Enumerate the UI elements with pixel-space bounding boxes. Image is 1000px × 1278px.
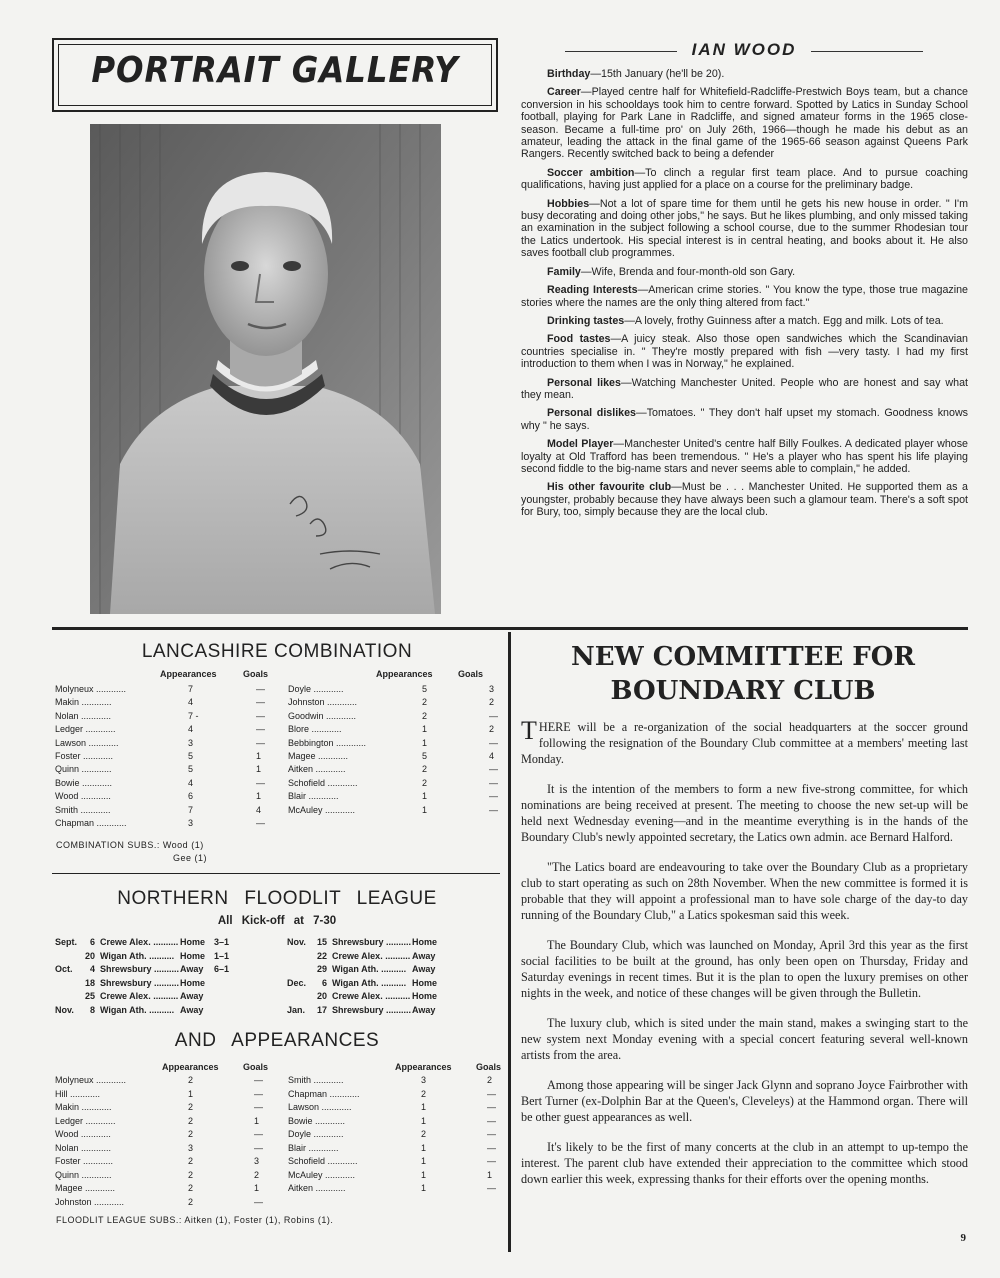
player-name: Lawson ............ [288, 1102, 352, 1112]
fixture-month: Jan. [287, 1004, 306, 1015]
app-right-app-header: Appearances [395, 1062, 452, 1072]
profile-paragraph: Personal dislikes—Tomatoes. " They don't half upset my stomach. Goodness knows why " he says. [521, 407, 969, 432]
player-appearances: 1 [421, 1102, 427, 1112]
player-appearances: 6 [188, 791, 194, 802]
article-paragraph: The luxury club, which is sited under the main stand, makes a swinging start to the new system next Monday evening with a special concert featuring several well-known artists from the area. [521, 1016, 968, 1062]
player-name: Schofield ............ [288, 1156, 358, 1166]
vertical-divider [508, 632, 511, 1252]
fixture-month: Nov. [287, 937, 306, 947]
player-name: Doyle ............ [288, 684, 344, 694]
fixture-day: 25 [84, 991, 95, 1001]
fixture-venue: Away [412, 1004, 436, 1015]
player-name: Johnston ............ [288, 697, 358, 708]
player-goals: — [487, 1102, 496, 1112]
fixture-month: Nov. [55, 1004, 74, 1015]
article-paragraph: "The Latics board are endeavouring to take over the Boundary Club as a proprietary club to start operating as such on 28th November. When the new committee is formed it is probable that they will appoint a professional man to have sole charge of the day-to day running of the Boundary Club," a Latics spokesman said this week. [521, 860, 968, 922]
player-goals: 2 [254, 1169, 260, 1180]
player-appearances: 3 [188, 818, 194, 828]
player-goals: 1 [487, 1169, 493, 1180]
lancs-subs: COMBINATION SUBS.: Wood (1) [56, 840, 204, 850]
fixture-team: Crewe Alex. .......... [332, 950, 411, 961]
profile-paragraph: Reading Interests—American crime stories. " You know the type, those true magazine stories where the names are the only thing altered from fact." [521, 284, 968, 309]
player-goals: — [254, 1102, 263, 1112]
player-appearances: 5 [188, 751, 194, 761]
player-goals: 4 [256, 804, 262, 815]
player-name: Smith ............ [288, 1075, 344, 1085]
profile-text [521, 68, 968, 525]
fixture-team: Shrewsbury .......... [100, 964, 180, 974]
player-appearances: 4 [188, 724, 194, 735]
fixture-team: Wigan Ath. .......... [332, 964, 407, 974]
player-name: Blore ............ [288, 724, 342, 735]
lancs-right-goals-header: Goals [458, 669, 484, 679]
article-paragraph: It is the intention of the members to form a new five-strong committee, for which nominations are being received at present. The meeting to choose the new set-up will be held next Wednesday evening—and in the meantime everything is in the hands of the Boundary Club's newly appointed secretary, the Latics own admin. ace Bernard Halford. [521, 782, 968, 844]
player-goals: 1 [254, 1183, 260, 1193]
floodlit-subs: FLOODLIT LEAGUE SUBS.: Aitken (1), Foster (1), Robins (1). [56, 1215, 334, 1225]
lancs-subs-line2: Gee (1) [173, 853, 208, 863]
player-appearances: 1 [421, 1183, 427, 1193]
player-name: Blair ............ [288, 1142, 339, 1153]
player-goals: — [489, 710, 498, 721]
player-appearances: 2 [188, 1183, 194, 1193]
player-name: Wood ............ [55, 1129, 111, 1139]
player-appearances: 1 [188, 1088, 194, 1099]
player-name: Ledger ............ [55, 724, 116, 735]
article-paragraph: Among those appearing will be singer Jack Glynn and soprano Joyce Fairbrother with Bert Turner (ex-Dolphin Bar at the Queen's, Cleveleys) at the Hammond organ. There will be other guest appearances as well. [521, 1078, 968, 1124]
fixture-day: 6 [321, 977, 327, 988]
player-appearances: 2 [421, 1129, 427, 1139]
player-goals: — [254, 1088, 263, 1099]
article-paragraph: THERE will be a re-organization of the social headquarters at the soccer ground following the resignation of the Boundary Club committee at a members' meeting last Monday. [521, 716, 968, 766]
player-name: Bebbington ............ [288, 737, 367, 748]
player-goals: — [254, 1075, 263, 1085]
player-appearances: 1 [422, 791, 428, 802]
portrait-gallery-box [52, 38, 498, 112]
fixture-team: Wigan Ath. .......... [332, 977, 407, 988]
player-name: Nolan ............ [55, 710, 112, 721]
player-name: Quinn ............ [55, 1169, 112, 1180]
player-goals: 1 [254, 1115, 260, 1126]
player-name: Nolan ............ [55, 1142, 112, 1153]
player-appearances: 3 [188, 1142, 194, 1153]
fixture-venue: Home [180, 977, 206, 988]
player-name: Aitken ............ [288, 1183, 346, 1193]
player-appearances: 2 [188, 1156, 194, 1166]
player-appearances: 7 [188, 804, 194, 815]
profile-paragraph: Career—Played centre half for Whitefield-Radcliffe-Prestwich Boys team, but a chance conversion in his schooldays took him to centre forward. Spotted by Latics in Sunday School football, playing for Park Lane in Radcliffe, and signed amateur forms in the 1965 close-season. Became a full-time pro' on July 26th, 1966—though he made his debut as an amateur, leading the attack in the final game of the 1965-66 season against Queens Park Rangers. Recently switched back to being a defender [521, 86, 968, 161]
fixture-score: 6–1 [214, 964, 230, 974]
player-goals: — [254, 1142, 263, 1153]
lancs-left-goals-header: Goals [243, 669, 269, 679]
article-title-line2: BOUNDARY CLUB [610, 676, 876, 706]
fixture-day: 8 [89, 1004, 95, 1015]
player-name: Hill ............ [55, 1088, 101, 1099]
fixture-score: 3–1 [214, 937, 230, 947]
player-name: Chapman ............ [288, 1088, 360, 1099]
player-name: Smith ............ [55, 804, 111, 815]
fixture-day: 20 [84, 950, 95, 961]
profile-paragraph: Soccer ambition—To clinch a regular first team place. And to pursue coaching qualifications, having just applied for a place on a course for the preliminary badge. [521, 166, 968, 192]
player-appearances: 5 [188, 764, 194, 775]
article-title-line1: NEW COMMITTEE FOR [570, 642, 916, 672]
fixture-day: 20 [316, 991, 327, 1001]
player-appearances: 1 [421, 1156, 427, 1166]
player-appearances: 2 [188, 1129, 194, 1139]
player-goals: 2 [489, 724, 495, 735]
player-goals: — [489, 737, 498, 748]
player-name: Magee ............ [288, 751, 349, 761]
player-goals: 3 [254, 1156, 260, 1166]
lancs-right-app-header: Appearances [376, 669, 433, 679]
article-paragraph: It's likely to be the first of many concerts at the club in an attempt to up-tempo the interest. The parent club have extended their appreciation to the committee which stood down earlier this week, expressing thanks for their efforts over the opening months. [521, 1140, 968, 1186]
player-goals: — [489, 791, 498, 802]
fixture-team: Crewe Alex. .......... [100, 937, 179, 947]
profile-heading [565, 40, 923, 62]
fixture-venue: Home [180, 950, 206, 961]
player-name: Bowie ............ [288, 1115, 346, 1126]
app-right-goals-header: Goals [476, 1062, 502, 1072]
fixture-score: 1–1 [214, 950, 230, 961]
player-goals: 3 [489, 684, 495, 694]
lancs-left-app-header: Appearances [160, 669, 217, 679]
profile-name: IAN WOOD [691, 40, 797, 59]
player-name: Foster ............ [55, 1156, 114, 1166]
fixture-day: 17 [316, 1004, 327, 1015]
player-appearances: 2 [422, 764, 428, 775]
player-appearances: 3 [421, 1075, 427, 1085]
player-name: Magee ............ [55, 1183, 116, 1193]
player-goals: — [487, 1129, 496, 1139]
player-appearances: 2 [188, 1102, 194, 1112]
fixture-month: Sept. [55, 937, 78, 947]
player-name: Foster ............ [55, 751, 114, 761]
player-appearances: 2 [188, 1115, 194, 1126]
profile-paragraph: Food tastes—A juicy steak. Also those open sandwiches which the Scandinavian countries specialise in. " They're mostly prepared with fish —very tasty. I had my first introduction to them when I was in Norway," he explained. [521, 333, 968, 371]
app-left-goals-header: Goals [243, 1062, 269, 1072]
player-appearances: 4 [188, 777, 194, 788]
fixture-team: Crewe Alex. .......... [100, 991, 179, 1001]
fixture-team: Wigan Ath. .......... [100, 1004, 175, 1015]
player-name: Schofield ............ [288, 777, 358, 788]
player-goals: 1 [256, 764, 262, 775]
profile-paragraph: His other favourite club—Must be . . . Manchester United. He supported them as a youngster, probably because they have always been such a glamour team. There's a soft spot for Bury, too, simply because they are the local club. [521, 481, 968, 519]
player-appearances: 7 [188, 684, 194, 694]
player-appearances: 2 [188, 1169, 194, 1180]
fixture-team: Shrewsbury .......... [332, 937, 412, 947]
floodlit-subtitle: All Kick-off at 7-30 [217, 915, 337, 927]
profile-paragraph: Drinking tastes—A lovely, frothy Guinness after a match. Egg and milk. Lots of tea. [547, 314, 944, 327]
player-appearances: 5 [422, 684, 428, 694]
player-name: Doyle ............ [288, 1129, 344, 1139]
player-name: Molyneux ............ [55, 1075, 127, 1085]
player-goals: — [489, 804, 498, 815]
player-appearances: 2 [422, 697, 428, 708]
profile-paragraph: Birthday—15th January (he'll be 20). [547, 68, 725, 80]
player-goals: — [256, 737, 265, 748]
player-name: McAuley ............ [288, 804, 356, 815]
fixture-team: Shrewsbury .......... [332, 1004, 412, 1015]
player-goals: — [487, 1156, 496, 1166]
player-appearances: 5 [422, 751, 428, 761]
player-name: Ledger ............ [55, 1115, 116, 1126]
player-appearances: 2 [421, 1088, 427, 1099]
fixture-day: 15 [316, 937, 327, 947]
horizontal-divider [52, 627, 968, 630]
player-name: Wood ............ [55, 791, 111, 802]
fixture-venue: Away [412, 964, 436, 974]
drop-cap: T [521, 716, 537, 745]
player-name: Bowie ............ [55, 777, 113, 788]
player-appearances: 1 [422, 804, 428, 815]
player-name: Chapman ............ [55, 818, 127, 828]
fixture-day: 6 [89, 937, 95, 947]
player-goals: — [256, 710, 265, 721]
article-title [522, 640, 964, 708]
player-name: Blair ............ [288, 791, 339, 802]
player-name: Makin ............ [55, 697, 112, 708]
player-goals: — [256, 777, 265, 788]
fixture-venue: Away [180, 1004, 204, 1015]
player-goals: 2 [487, 1075, 493, 1085]
player-goals: — [256, 684, 265, 694]
player-name: Quinn ............ [55, 764, 112, 775]
fixture-venue: Away [180, 991, 204, 1001]
profile-paragraph: Hobbies—Not a lot of spare time for them until he gets his new house in order. " I'm busy decorating and doing other jobs," he says. But he likes plumbing, and only missed taking an examination in the subject following a school course, due to the summer Rhodesian tour the Latics undertook. His special interest is in central heating, and books about it. He also saves football club programmes. [521, 197, 968, 260]
fixture-venue: Home [412, 991, 438, 1001]
player-goals: — [487, 1183, 496, 1193]
player-goals: — [489, 777, 498, 788]
fixture-venue: Away [180, 964, 204, 974]
player-appearances: 3 [188, 737, 194, 748]
player-goals: 1 [256, 751, 262, 761]
player-appearances: 1 [422, 724, 428, 735]
player-name: Aitken ............ [288, 764, 346, 775]
portrait-gallery-title: PORTRAIT GALLERY [91, 50, 459, 91]
player-name: McAuley ............ [288, 1169, 356, 1180]
player-appearances: 1 [421, 1169, 427, 1180]
player-goals: — [254, 1196, 263, 1207]
fixture-month: Dec. [287, 977, 307, 988]
player-goals: — [256, 818, 265, 828]
player-goals: 1 [256, 791, 262, 802]
fixture-day: 22 [316, 950, 327, 961]
fixture-day: 29 [316, 964, 327, 974]
player-goals: 2 [489, 697, 495, 708]
player-name: Makin ............ [55, 1102, 112, 1112]
player-appearances: 2 [188, 1075, 194, 1085]
profile-paragraph: Family—Wife, Brenda and four-month-old son Gary. [547, 265, 796, 278]
player-goals: — [489, 764, 498, 775]
app-left-app-header: Appearances [162, 1062, 219, 1072]
player-name: Goodwin ............ [288, 710, 357, 721]
player-goals: 4 [489, 751, 495, 761]
fixture-day: 4 [89, 964, 95, 974]
player-name: Lawson ............ [55, 737, 119, 748]
player-goals: — [487, 1142, 496, 1153]
fixture-team: Shrewsbury .......... [100, 977, 180, 988]
fixture-venue: Home [180, 937, 206, 947]
player-appearances: 2 [422, 777, 428, 788]
lancs-title: LANCASHIRE COMBINATION [141, 641, 413, 662]
fixture-day: 18 [84, 977, 95, 988]
player-appearances: 1 [422, 737, 428, 748]
player-appearances: 7 - [188, 710, 199, 721]
fixture-venue: Away [412, 950, 436, 961]
profile-paragraph: Personal likes—Watching Manchester United. People who are honest and say what they mean. [521, 376, 968, 401]
player-appearances: 1 [421, 1115, 427, 1126]
fixture-venue: Home [412, 937, 438, 947]
player-goals: — [487, 1088, 496, 1099]
player-photo [90, 124, 441, 614]
section-divider [52, 873, 500, 874]
player-appearances: 2 [188, 1196, 194, 1207]
fixture-venue: Home [412, 977, 438, 988]
appearances-title: AND APPEARANCES [174, 1030, 380, 1051]
player-name: Johnston ............ [55, 1196, 125, 1207]
player-goals: — [254, 1129, 263, 1139]
player-appearances: 1 [421, 1142, 427, 1153]
floodlit-title: NORTHERN FLOODLIT LEAGUE [117, 888, 437, 909]
page-number: 9 [960, 1232, 966, 1244]
player-goals: — [487, 1115, 496, 1126]
fixture-month: Oct. [55, 964, 73, 974]
fixture-team: Crewe Alex. .......... [332, 991, 411, 1001]
article-paragraph: The Boundary Club, which was launched on Monday, April 3rd this year as the first social facilities to be built at the ground, has only been open on Thursday, Friday and Saturday evenings in recent times. But it is the plan to open the luxury premises on other nights in the week, and notice of these changes will be given through the Bulletin. [521, 938, 968, 1000]
player-goals: — [256, 724, 265, 735]
player-goals: — [256, 697, 265, 708]
article-body [521, 716, 968, 1201]
fixture-team: Wigan Ath. .......... [100, 950, 175, 961]
player-name: Molyneux ............ [55, 684, 127, 694]
player-appearances: 2 [422, 710, 428, 721]
player-appearances: 4 [188, 697, 194, 708]
profile-paragraph: Model Player—Manchester United's centre half Billy Foulkes. A dedicated player whose loyalty at Old Trafford has been tremendous. " He's a player who has spent his life playing second fiddle to the big-name stars and never seems able to complain," he added. [521, 438, 968, 475]
